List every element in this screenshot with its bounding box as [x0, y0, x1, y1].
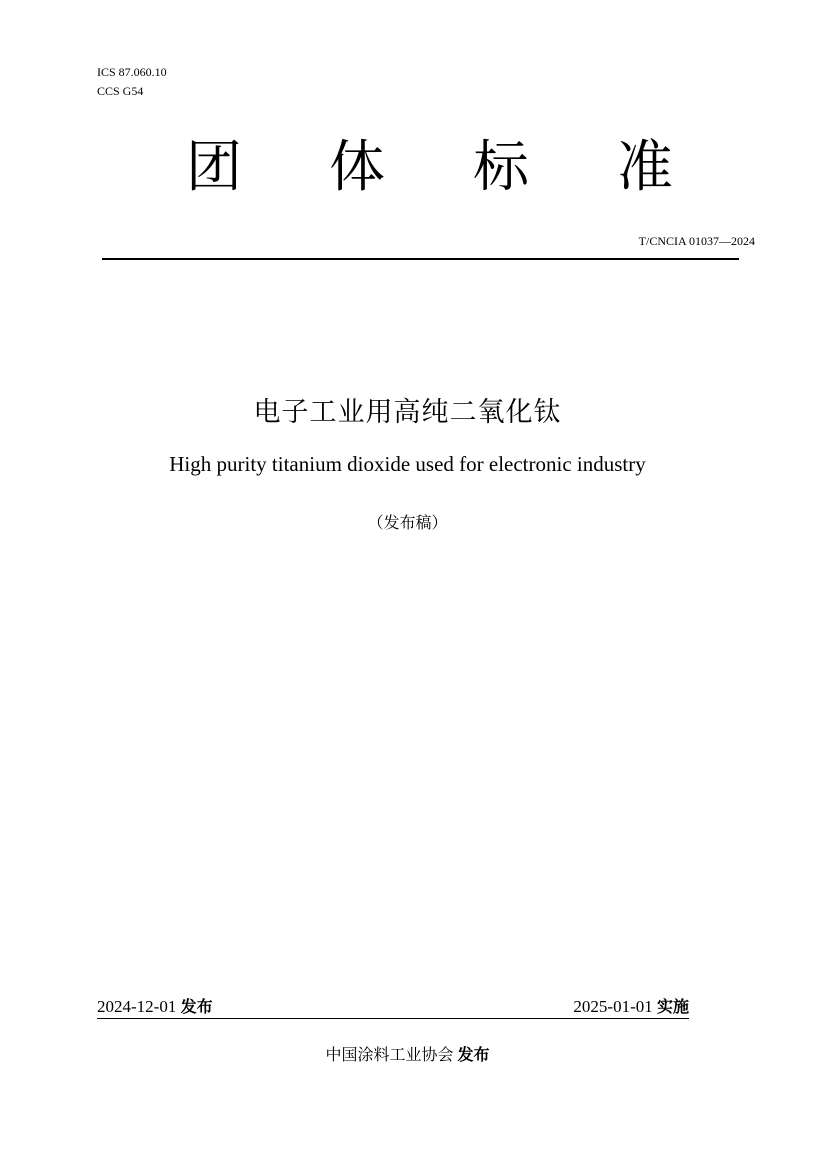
banner-char-3: 标	[473, 135, 529, 200]
issue-date-block	[97, 994, 213, 1017]
english-title: High purity titanium dioxide used for electronic industry	[169, 452, 646, 476]
banner-char-4: 准	[617, 135, 673, 200]
draft-status: （发布稿）	[367, 513, 448, 532]
issue-label: 发布	[180, 997, 213, 1016]
implement-label: 实施	[656, 997, 689, 1016]
chinese-title: 电子工业用高纯二氧化钛	[253, 397, 562, 428]
header-rule	[102, 258, 739, 260]
standard-type-banner	[186, 136, 674, 200]
classification-codes	[97, 63, 167, 101]
banner-char-2: 体	[329, 135, 385, 200]
publisher-line	[0, 1042, 815, 1065]
publisher-action: 发布	[457, 1045, 490, 1064]
issue-date: 2024-12-01	[97, 997, 177, 1016]
ccs-code: CCS G54	[97, 84, 144, 98]
standard-number: T/CNCIA 01037—2024	[638, 234, 755, 248]
implement-date: 2025-01-01	[573, 997, 653, 1016]
implement-date-block	[573, 994, 689, 1017]
dates-line	[97, 994, 689, 1019]
ics-code: ICS 87.060.10	[97, 65, 167, 79]
publisher-name: 中国涂料工业协会	[325, 1047, 454, 1064]
banner-char-1: 团	[186, 135, 242, 200]
